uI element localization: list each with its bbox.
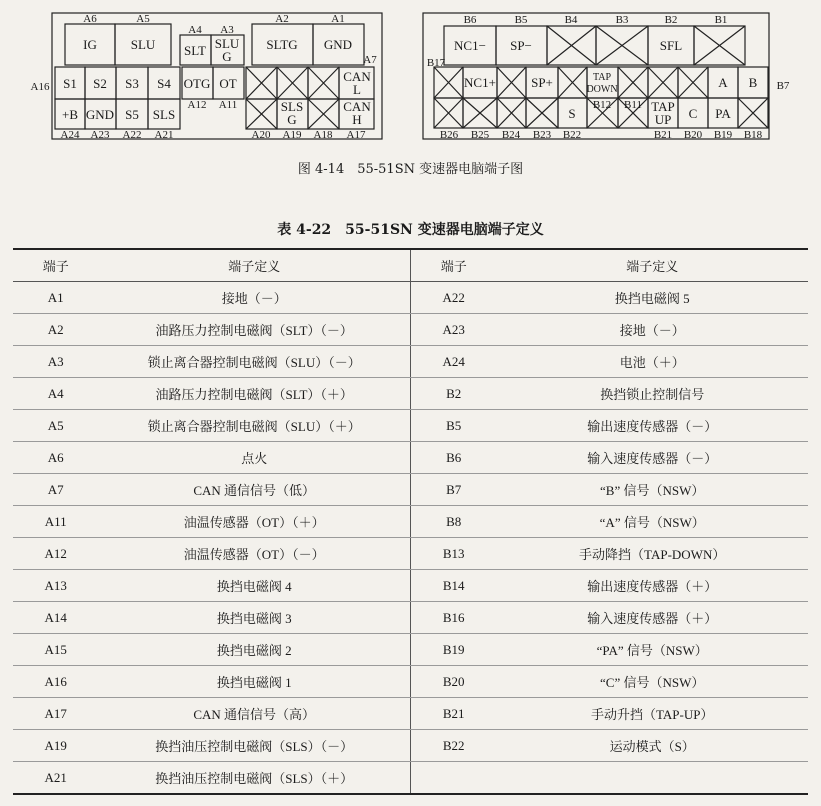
pin-label: S1 <box>63 76 77 91</box>
pin-number: A21 <box>154 129 174 141</box>
table-row <box>13 538 808 570</box>
pin-label: OTG <box>183 76 211 91</box>
pin-number: B21 <box>653 129 673 141</box>
pin-number: B18 <box>743 129 763 141</box>
pin-label: SP− <box>510 38 532 53</box>
table-row <box>13 314 808 346</box>
pin-label: TAP <box>651 99 675 114</box>
table-row <box>13 506 808 538</box>
pin-number: A2 <box>275 13 289 25</box>
column-header: 端子 <box>13 249 98 282</box>
terminal-cell: B2 <box>410 378 496 410</box>
definition-cell: 输出速度传感器（＋） <box>496 570 808 602</box>
pin-number: B5 <box>514 14 528 26</box>
pin-number: B25 <box>470 129 490 141</box>
pin-label: SLTG <box>266 37 298 52</box>
terminal-cell: A14 <box>13 602 98 634</box>
table-row <box>13 666 808 698</box>
pin-label: S2 <box>93 76 107 91</box>
pin-number: B19 <box>713 129 733 141</box>
definition-cell: 输入速度传感器（＋） <box>496 602 808 634</box>
terminal-cell: B14 <box>410 570 496 602</box>
pin-number: B4 <box>564 14 578 26</box>
pin-number: A16 <box>30 81 50 93</box>
terminal-cell: A3 <box>13 346 98 378</box>
terminal-cell: A11 <box>13 506 98 538</box>
pin-label: A <box>718 75 728 90</box>
pin-number: B6 <box>463 14 477 26</box>
pin-label: SLU <box>214 36 240 51</box>
terminal-cell: B13 <box>410 538 496 570</box>
definition-cell: “A” 信号（NSW） <box>496 506 808 538</box>
terminal-cell: B6 <box>410 442 496 474</box>
pin-label: B <box>748 75 758 90</box>
pin-label: SP+ <box>531 75 553 90</box>
table-row <box>13 378 808 410</box>
pin-label: GND <box>323 37 353 52</box>
definition-cell: 输入速度传感器（－） <box>496 442 808 474</box>
table-row <box>13 474 808 506</box>
definition-cell: 电池（＋） <box>496 346 808 378</box>
table-row <box>13 346 808 378</box>
terminal-cell: A2 <box>13 314 98 346</box>
table-header-row <box>13 249 808 282</box>
pin-number: B7 <box>776 80 790 92</box>
table-row <box>13 602 808 634</box>
table-title: 表 4-22 55-51SN 变速器电脑端子定义 <box>277 222 544 238</box>
pin-label: G <box>287 112 297 127</box>
definition-cell <box>496 762 808 795</box>
pin-number: A5 <box>136 13 150 25</box>
pin-number: B26 <box>439 129 459 141</box>
pin-number: A23 <box>90 129 110 141</box>
definition-cell: 换挡电磁阀 5 <box>496 282 808 314</box>
pin-label: OT <box>219 76 237 91</box>
table-row <box>13 634 808 666</box>
pin-label: NC1+ <box>464 75 496 90</box>
pin-number: B12 <box>592 99 612 111</box>
pin-number: A24 <box>60 129 80 141</box>
pin-label: SLT <box>184 43 206 58</box>
pin-label: IG <box>83 37 97 52</box>
pin-label: CAN <box>343 69 371 84</box>
pin-label: TAP <box>592 72 612 83</box>
pin-number: B11 <box>624 99 642 111</box>
pin-label: NC1− <box>454 38 486 53</box>
pin-label: GND <box>85 107 115 122</box>
pin-number: B22 <box>562 129 582 141</box>
pin-number: A19 <box>282 129 302 141</box>
definition-cell: 手动升挡（TAP-UP） <box>496 698 808 730</box>
column-header: 端子定义 <box>496 249 808 282</box>
pin-label: UP <box>654 112 672 127</box>
terminal-cell: A1 <box>13 282 98 314</box>
definition-cell: 油路压力控制电磁阀（SLT）（－） <box>98 314 410 346</box>
pin-label: CAN <box>343 99 371 114</box>
pin-number: A17 <box>346 129 366 141</box>
table-row <box>13 442 808 474</box>
terminal-cell: A5 <box>13 410 98 442</box>
definition-cell: 接地（－） <box>496 314 808 346</box>
pin-number: B3 <box>615 14 629 26</box>
table-row <box>13 282 808 314</box>
pin-number: B1 <box>714 14 728 26</box>
table-row <box>13 698 808 730</box>
terminal-cell: A15 <box>13 634 98 666</box>
definition-cell: 换挡油压控制电磁阀（SLS）（－） <box>98 730 410 762</box>
column-header: 端子定义 <box>98 249 410 282</box>
terminal-cell: A12 <box>13 538 98 570</box>
definition-cell: 换挡电磁阀 4 <box>98 570 410 602</box>
definition-cell: 换挡电磁阀 2 <box>98 634 410 666</box>
definition-cell: 输出速度传感器（－） <box>496 410 808 442</box>
pin-label: S5 <box>125 107 139 122</box>
pin-label: S4 <box>157 76 171 91</box>
terminal-cell: A6 <box>13 442 98 474</box>
pin-number: A4 <box>188 24 202 36</box>
pin-number: B24 <box>501 129 521 141</box>
pin-number: A1 <box>331 13 345 25</box>
pin-number: A12 <box>187 99 207 111</box>
pin-label: C <box>688 106 698 121</box>
pin-number: A11 <box>218 99 238 111</box>
figure-caption: 图 4-14 55-51SN 变速器电脑端子图 <box>297 162 524 177</box>
definition-cell: “B” 信号（NSW） <box>496 474 808 506</box>
terminal-cell <box>410 762 496 795</box>
table-row <box>13 570 808 602</box>
table-row <box>13 762 808 795</box>
terminal-cell: A22 <box>410 282 496 314</box>
pin-label: S <box>568 106 576 121</box>
definition-cell: CAN 通信信号（低） <box>98 474 410 506</box>
terminal-cell: A24 <box>410 346 496 378</box>
definition-cell: 接地（－） <box>98 282 410 314</box>
terminal-cell: A13 <box>13 570 98 602</box>
terminal-cell: A21 <box>13 762 98 795</box>
terminal-cell: A4 <box>13 378 98 410</box>
table-row <box>13 730 808 762</box>
pin-number: A18 <box>313 129 333 141</box>
pin-label: +B <box>61 107 79 122</box>
pin-definition-table <box>13 248 808 795</box>
definition-cell: 点火 <box>98 442 410 474</box>
terminal-cell: B22 <box>410 730 496 762</box>
terminal-cell: A19 <box>13 730 98 762</box>
definition-cell: CAN 通信信号（高） <box>98 698 410 730</box>
pin-label: DOWN <box>586 84 618 95</box>
pin-label: SLU <box>130 37 156 52</box>
pin-label: H <box>352 112 362 127</box>
terminal-cell: B20 <box>410 666 496 698</box>
definition-cell: 油温传感器（OT）（－） <box>98 538 410 570</box>
pin-label: PA <box>715 106 731 121</box>
definition-cell: 锁止离合器控制电磁阀（SLU）（－） <box>98 346 410 378</box>
pin-label: S3 <box>125 76 139 91</box>
terminal-cell: B8 <box>410 506 496 538</box>
definition-cell: 换挡油压控制电磁阀（SLS）（＋） <box>98 762 410 795</box>
definition-cell: “PA” 信号（NSW） <box>496 634 808 666</box>
terminal-cell: A23 <box>410 314 496 346</box>
terminal-cell: B19 <box>410 634 496 666</box>
pin-label: G <box>222 49 232 64</box>
connector-diagram <box>0 0 821 150</box>
terminal-cell: B21 <box>410 698 496 730</box>
pin-label: L <box>353 82 361 97</box>
pin-number: A3 <box>220 24 234 36</box>
pin-number: A6 <box>83 13 97 25</box>
definition-cell: 换挡锁止控制信号 <box>496 378 808 410</box>
column-header: 端子 <box>410 249 496 282</box>
pin-number: B20 <box>683 129 703 141</box>
definition-cell: 换挡电磁阀 3 <box>98 602 410 634</box>
pin-label: SFL <box>659 38 683 53</box>
pin-label: SLS <box>152 107 176 122</box>
pin-label: SLS <box>280 99 304 114</box>
pin-number: A20 <box>251 129 271 141</box>
terminal-cell: B16 <box>410 602 496 634</box>
terminal-cell: A16 <box>13 666 98 698</box>
table-row <box>13 410 808 442</box>
definition-cell: 手动降挡（TAP-DOWN） <box>496 538 808 570</box>
pin-number: A7 <box>363 54 377 66</box>
pin-number: B2 <box>664 14 678 26</box>
terminal-cell: A7 <box>13 474 98 506</box>
pin-number: B23 <box>532 129 552 141</box>
definition-cell: 油温传感器（OT）（＋） <box>98 506 410 538</box>
terminal-cell: A17 <box>13 698 98 730</box>
pin-number: A22 <box>122 129 142 141</box>
definition-cell: “C” 信号（NSW） <box>496 666 808 698</box>
pin-number: B17 <box>426 57 446 69</box>
definition-cell: 锁止离合器控制电磁阀（SLU）（＋） <box>98 410 410 442</box>
definition-cell: 换挡电磁阀 1 <box>98 666 410 698</box>
definition-cell: 油路压力控制电磁阀（SLT）（＋） <box>98 378 410 410</box>
terminal-cell: B5 <box>410 410 496 442</box>
terminal-cell: B7 <box>410 474 496 506</box>
definition-cell: 运动模式（S） <box>496 730 808 762</box>
